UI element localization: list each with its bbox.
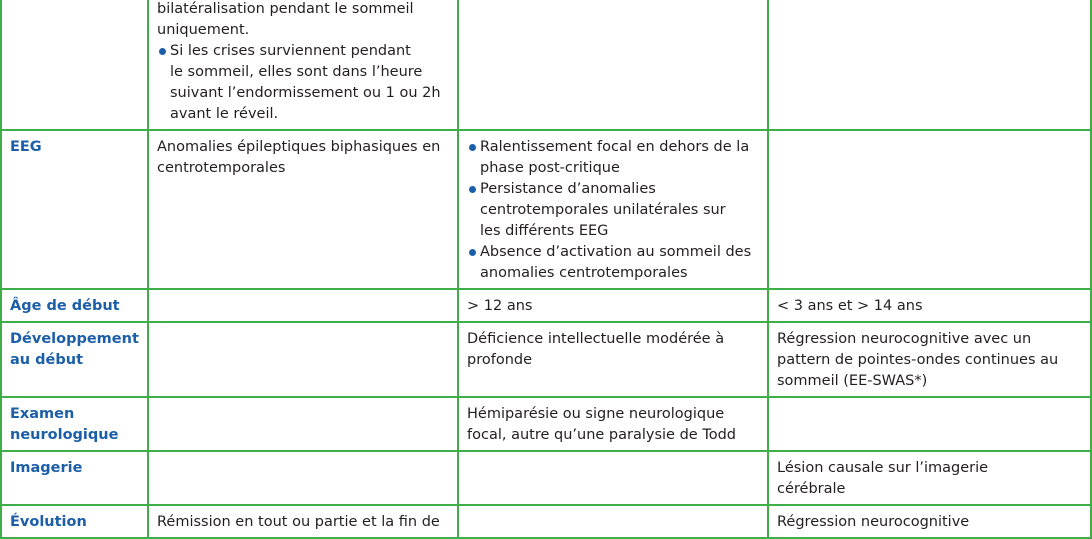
text-line: Régression neurocognitive avec un xyxy=(777,331,1032,347)
table-cell xyxy=(148,451,458,505)
text-line: Anomalies épileptiques biphasiques en xyxy=(157,139,441,155)
criteria-table-body xyxy=(1,0,1091,538)
table-cell xyxy=(148,397,458,451)
bullet-item xyxy=(467,242,759,284)
table-row xyxy=(1,322,1091,397)
row-label: Développement au début xyxy=(1,322,148,397)
text-line: bilatéralisation pendant le sommeil xyxy=(157,1,414,17)
text-line: cérébrale xyxy=(777,481,846,497)
table-cell xyxy=(768,322,1091,397)
table-cell xyxy=(148,289,458,322)
table-cell xyxy=(148,505,458,538)
text-block xyxy=(467,329,759,371)
row-label: Imagerie xyxy=(1,451,148,505)
text-block xyxy=(777,512,1082,533)
table-row xyxy=(1,0,1091,130)
bullet-dot-icon xyxy=(469,249,476,256)
text-block xyxy=(157,0,449,41)
bullet-dot-icon xyxy=(469,144,476,151)
text-block xyxy=(777,458,1082,500)
table-cell xyxy=(458,397,768,451)
text-line: le sommeil, elles sont dans l’heure xyxy=(170,64,423,80)
text-block xyxy=(157,512,449,533)
table-cell xyxy=(768,451,1091,505)
table-cell xyxy=(148,0,458,130)
row-label: Âge de début xyxy=(1,289,148,322)
bullet-dot-icon xyxy=(469,186,476,193)
text-line: phase post-critique xyxy=(480,160,620,176)
table-cell xyxy=(768,505,1091,538)
text-line: uniquement. xyxy=(157,22,250,38)
row-label: Examen neurologique xyxy=(1,397,148,451)
row-label: EEG xyxy=(1,130,148,289)
table-row xyxy=(1,397,1091,451)
text-line: centrotemporales unilatérales sur xyxy=(480,202,726,218)
bullet-item xyxy=(157,41,449,125)
text-line: Hémiparésie ou signe neurologique xyxy=(467,406,725,422)
text-line: profonde xyxy=(467,352,533,368)
text-line: Régression neurocognitive xyxy=(777,514,970,530)
table-cell xyxy=(458,505,768,538)
text-line: > 12 ans xyxy=(467,298,533,314)
text-block xyxy=(467,296,759,317)
table-cell xyxy=(148,322,458,397)
text-line: Absence d’activation au sommeil des xyxy=(480,244,752,260)
bullet-item xyxy=(467,179,759,242)
table-cell xyxy=(458,322,768,397)
table-cell xyxy=(148,130,458,289)
table-cell xyxy=(768,0,1091,130)
table-cell xyxy=(458,130,768,289)
text-line: avant le réveil. xyxy=(170,106,279,122)
table-row xyxy=(1,505,1091,538)
text-line: Persistance d’anomalies xyxy=(480,181,656,197)
row-label xyxy=(1,0,148,130)
row-label: Évolution xyxy=(1,505,148,538)
text-line: Lésion causale sur l’imagerie xyxy=(777,460,989,476)
bullet-dot-icon xyxy=(159,48,166,55)
table-cell xyxy=(768,130,1091,289)
text-block xyxy=(777,329,1082,392)
text-line: les différents EEG xyxy=(480,223,609,239)
table-cell xyxy=(768,289,1091,322)
text-block xyxy=(777,296,1082,317)
text-block xyxy=(467,404,759,446)
text-line: Déficience intellectuelle modérée à xyxy=(467,331,725,347)
table-cell xyxy=(458,451,768,505)
text-line: focal, autre qu’une paralysie de Todd xyxy=(467,427,736,443)
table-row xyxy=(1,451,1091,505)
table-cell xyxy=(768,397,1091,451)
text-line: sommeil (EE-SWAS*) xyxy=(777,373,928,389)
bullet-item xyxy=(467,137,759,179)
text-block xyxy=(157,137,449,179)
text-line: Ralentissement focal en dehors de la xyxy=(480,139,750,155)
text-line: < 3 ans et > 14 ans xyxy=(777,298,923,314)
table-row xyxy=(1,130,1091,289)
text-line: pattern de pointes-ondes continues au xyxy=(777,352,1059,368)
text-line: centrotemporales xyxy=(157,160,286,176)
text-line: suivant l’endormissement ou 1 ou 2h xyxy=(170,85,441,101)
table-row xyxy=(1,289,1091,322)
table-cell xyxy=(458,0,768,130)
table-cell xyxy=(458,289,768,322)
text-line: Rémission en tout ou partie et la fin de xyxy=(157,514,440,530)
text-line: Si les crises surviennent pendant xyxy=(170,43,411,59)
text-line: anomalies centrotemporales xyxy=(480,265,688,281)
